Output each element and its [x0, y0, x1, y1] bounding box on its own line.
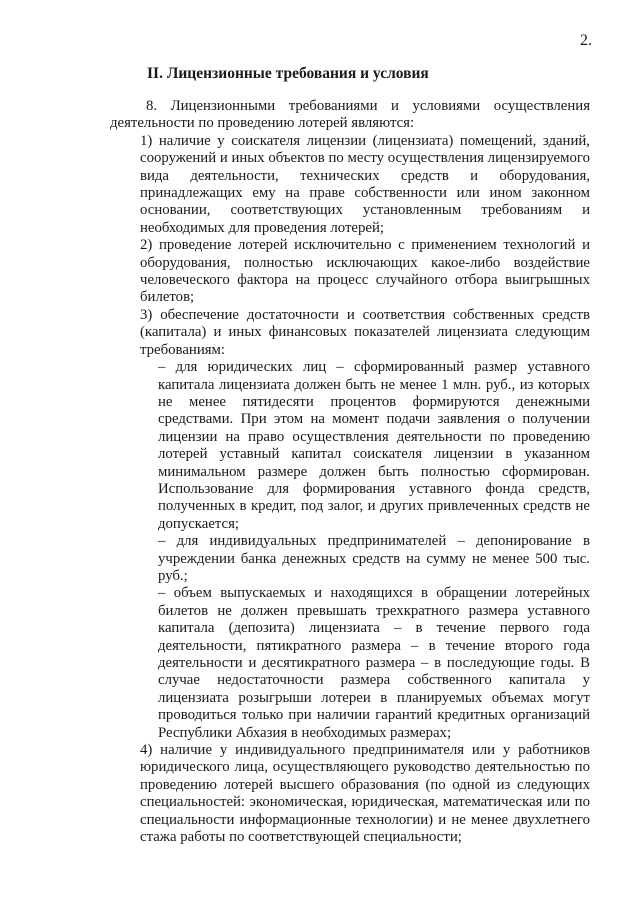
requirement-item-3: 3) обеспечение достаточности и соответствия собственных средств (капитала) и иных финансовых показателей лицензиата следующим требованиям:	[140, 306, 590, 358]
requirement-item-4: 4) наличие у индивидуального предпринимателя или у работников юридического лица, осуществляющего руководство деятельностью по проведению лотерей высшего образования (по одной из следующих специальностей: экономическая, юридическая, математическая или по специальности информационные технологии) и не менее двухлетнего стажа работы по соответствующей специальности;	[140, 742, 590, 846]
section-title: II. Лицензионные требования и условия	[147, 65, 429, 82]
page-number: 2.	[580, 32, 592, 49]
requirement-item-1: 1) наличие у соискателя лицензии (лицензиата) помещений, зданий, сооружений и иных объектов по месту осуществления лицензируемого вида деятельности, технических средств и оборудования, принадлежащих ему на праве собственности или ином законном основании, соответствующих установленным требованиям и необходимых для проведения лотерей;	[140, 132, 590, 236]
document-body	[0, 98, 640, 846]
paragraph-8: 8. Лицензионными требованиями и условиями осуществления деятельности по проведению лотерей являются:	[110, 98, 590, 132]
requirement-item-3-legal-entities: – для юридических лиц – сформированный размер уставного капитала лицензиата должен быть не менее 1 млн. руб., из которых не менее пятидесяти процентов формируются денежными средствами. При этом на момент подачи заявления о получении лицензии на право осуществления деятельности по проведению лотерей уставный капитал соискателя лицензии в указанном минимальном размере должен быть полностью сформирован. Использование для формирования уставного фонда средств, полученных в кредит, под залог, и других привлеченных средств не допускается;	[158, 359, 590, 532]
requirement-item-3-entrepreneurs: – для индивидуальных предпринимателей – депонирование в учреждении банка денежных средств на сумму не менее 500 тыс. руб.;	[158, 533, 590, 584]
requirement-item-3-ticket-volume: – объем выпускаемых и находящихся в обращении лотерейных билетов не должен превышать трехкратного размера уставного капитала (депозита) лицензиата – в течение первого года деятельности, пятикратного размера – в течение второго года деятельности и десятикратного размера – в последующие годы. В случае недостаточности размера собственного капитала у лицензиата розыгрыши лотереи в планируемых объемах могут проводиться только при наличии гарантий кредитных организаций Республики Абхазия в необходимых размерах;	[158, 585, 590, 741]
requirement-item-2: 2) проведение лотерей исключительно с применением технологий и оборудования, полностью исключающих какое-либо воздействие человеческого фактора на процесс случайного отбора выигрышных билетов;	[140, 237, 590, 306]
